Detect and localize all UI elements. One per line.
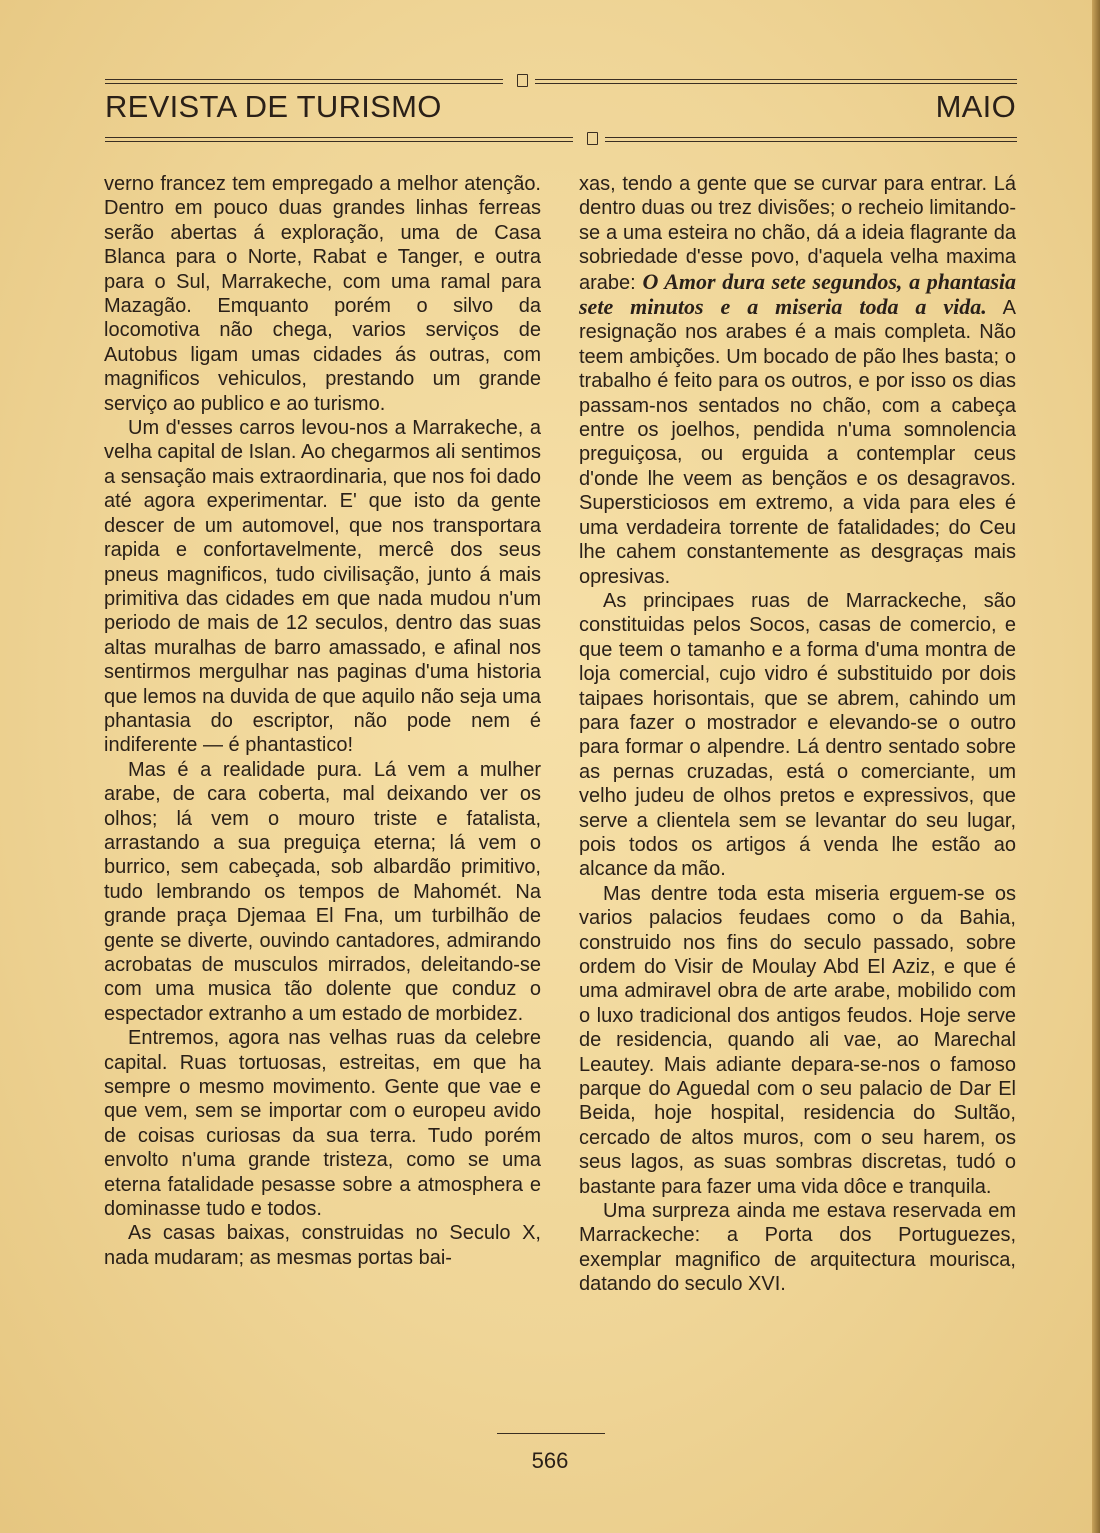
paragraph: Mas é a realidade pura. Lá vem a mulher arabe, de cara coberta, mal deixando ver os olhos; lá vem o mouro triste e fatalista, arrastando a sua preguiça eterna; lá vem o burrico, sem cabeçada, sob albardão primitivo, tudo lembrando os tempos de Mahomét. Na grande praça Djemaa El Fna, um turbilhão de gente se diverte, ouvindo cantadores, admirando acrobatas de musculos mirrados, deleitando-se com uma musica tão dolente que conduz o espectador extranho a um estado de morbidez.: [104, 758, 541, 1025]
right-column: [579, 172, 1016, 1297]
paragraph: verno francez tem empregado a melhor atenção. Dentro em pouco duas grandes linhas ferreas serão abertas á exploração, uma de Casa Blanca para o Norte, Rabat e Tanger, e outra para o Sul, Marrakeche, com uma ramal para Mazagão. Emquanto porém o silvo da locomotiva não chega, varios serviços de Autobus ligam umas cidades ás outras, com magnificos vehiculos, prestando um grande serviço ao publico e ao turismo.: [104, 173, 541, 415]
paragraph: Mas dentre toda esta miseria erguem-se os varios palacios feudaes como o da Bahia, construido nos fins do seculo passado, sobre ordem do Visir de Moulay Abd El Aziz, e que é uma admiravel obra de arte arabe, mobilido com o luxo tradicional dos antigos feudos. Hoje serve de residencia, quando ali vae, ao Marechal Leautey. Mais adiante depara-se-nos o famoso parque do Aguedal com o seu palacio de Dar El Beida, hoje hospital, residencia do Sultão, cercado de altos muros, com o seu harem, os seus lagos, as suas sombras discretas, tudó o bastante para fazer uma vida dôce e tranquila.: [579, 882, 1016, 1198]
left-column: [104, 172, 541, 1270]
page-spine-edge: [1092, 0, 1100, 1533]
paragraph: As casas baixas, construidas no Seculo X, nada mudaram; as mesmas portas bai-: [104, 1222, 541, 1269]
magazine-title: REVISTA DE TURISMO: [105, 89, 442, 124]
paragraph: As principaes ruas de Marrackeche, são constituidas pelos Socos, casas de comercio, e que teem o tamanho e a forma d'uma montra de loja comercial, cujo vidro é substituido por dois taipaes horisontais, que se abrem, cahindo um para fazer o mostrador e elevando-se o outro para formar o alpendre. Lá dentro sentado sobre as pernas cruzadas, está o comerciante, um velho judeu de olhos pretos e expressivos, que serve a clientela sem se levantar do seu lugar, pois todos os artigos á venda lhe estão ao alcance da mão.: [579, 589, 1016, 881]
page-number: 566: [531, 1448, 569, 1473]
paragraph: Uma surpreza ainda me estava reservada em Marrackeche: a Porta dos Portuguezes, exemplar magnifico de arquitectura mourisca, datando do seculo XVI.: [579, 1200, 1016, 1296]
paragraph: [579, 172, 1016, 589]
issue-month: MAIO: [935, 89, 1016, 124]
header-top-rule: [105, 79, 1017, 87]
paragraph-text: xas, tendo a gente que se curvar para entrar. Lá dentro duas ou trez divisões; o recheio limitando-se a uma esteira no chão, dá a ideia flagrante da sobriedade d'esse povo, d'aquela velha maxima arabe:: [579, 173, 1016, 294]
paragraph-text: A resignação nos arabes é a mais completa. Não teem ambições. Um bocado de pão lhes basta; o trabalho é feito para os outros, e por isso os dias passam-nos sentados no chão, com a cabeça entre os joelhos, pendida n'uma somnolencia preguiçosa, ou erguida a contemplar ceus d'onde lhe veem as bençãos e os desagravos. Supersticiosos em extremo, a vida para eles é uma verdadeira torrente de fatalidades; do Ceu lhe cahem constantemente as desgraças mais opresivas.: [579, 297, 1017, 588]
rule-ornament: [517, 74, 528, 87]
paragraph: Entremos, agora nas velhas ruas da celebre capital. Ruas tortuosas, estreitas, em que ha sempre o mesmo movimento. Gente que vae e que vem, sem se importar com o europeu avido de coisas curiosas da sua terra. Tudo porém envolto n'uma grande tristeza, como se uma eterna fatalidade pesasse sobre a atmosphera e dominasse tudo e todos.: [104, 1027, 541, 1221]
rule-ornament: [587, 132, 598, 145]
arab-maxim-quote: O Amor dura sete segundos, a phantasia sete minutos e a miseria toda a vida.: [579, 268, 1016, 320]
paragraph: Um d'esses carros levou-nos a Marrakeche, a velha capital de Islan. Ao chegarmos ali sentimos a sensação mais extraordinaria, que nos foi dado até agora experimentar. E' que isto da gente descer de um automovel, que nos transportara rapida e confortavelmente, mercê dos seus pneus magnificos, tudo civilisação, junto á mais primitiva das cidades em que nada mudou n'um periodo de mais de 12 seculos, dentro das suas altas muralhas de barro amassado, e afinal nos sentirmos mergulhar nas paginas d'uma historia que lemos na duvida de que aquilo não seja uma phantasia do escriptor, não pode nem é indiferente — é phantastico!: [104, 417, 541, 757]
header-bottom-rule: [105, 137, 1017, 145]
footer-rule: [497, 1433, 605, 1434]
